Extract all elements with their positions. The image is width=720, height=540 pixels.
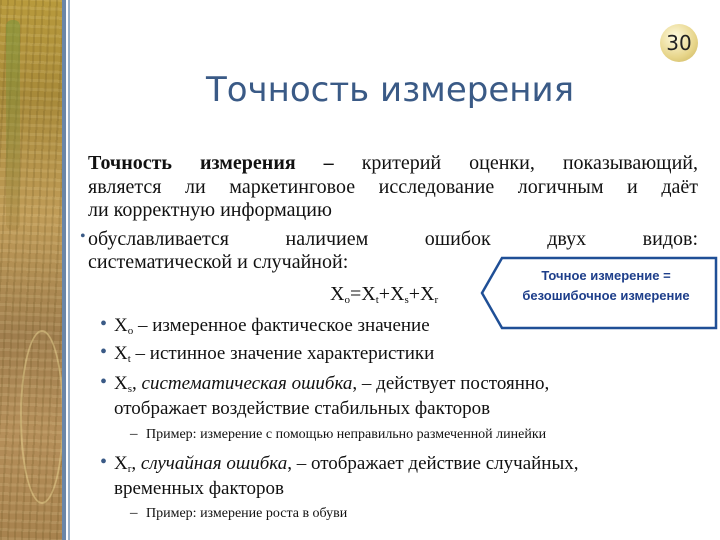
item-xo-symbol: X [114,315,128,336]
callout-text [500,266,712,306]
dash-icon: – [130,505,138,521]
item-xr-text: , – отображает действие случайных, [287,453,579,474]
intro-term: Точность измерения – [88,152,334,174]
item-xs-text: , – действует постоянно, [352,373,550,394]
divider-line-thin [68,0,70,540]
formula [330,283,438,306]
intro-line-2: является ли маркетинговое исследование логичным и даёт [88,176,698,198]
bullet-dot-icon: • [100,371,108,393]
item-xr-example: Пример: измерение роста в обуви [146,506,348,521]
formula-sub-s: s [404,294,409,306]
item-xt-symbol: X [114,343,128,364]
bullet-dot-icon: • [100,341,108,363]
intro-line-3: ли корректную информацию [88,199,332,221]
callout-line-1: Точное измерение = [541,268,671,283]
item-xs-example: Пример: измерение с помощью неправильно размеченной линейки [146,427,547,442]
bullet1-line-1: обуславливается наличием ошибок двух видов: [88,228,698,250]
item-xo-text: – измеренное фактическое значение [133,315,430,336]
item-xo [114,314,704,343]
item-xt-sub: t [127,353,131,365]
callout-line-2: безошибочное измерение [522,288,690,303]
item-xs-italic: систематическая ошибка [141,373,353,394]
intro-line-1 [88,152,698,174]
slide-title: Точность измерения [205,70,575,110]
item-xs-comma: , [132,373,142,394]
item-xs-symbol: X [114,373,128,394]
item-xs-sub: s [127,383,133,395]
item-xt [114,342,704,371]
item-xr-sub: r [127,463,132,475]
bullet-dot-icon: • [100,451,108,473]
item-xr-italic: случайная ошибка [140,453,288,474]
item-xr-line-2: временных факторов [114,478,284,499]
page-number-badge [660,24,698,62]
item-xs-line-2: отображает воздействие стабильных факторов [114,398,491,419]
formula-sub-o: o [344,294,350,306]
formula-x: X [330,283,345,305]
item-xr-comma: , [131,453,141,474]
formula-eq: = [349,283,362,305]
decorative-sidebar [0,0,62,540]
page-number: 30 [666,31,692,55]
formula-sub-t: t [375,294,379,306]
dash-icon: – [130,426,138,442]
formula-sub-r: r [434,294,439,306]
item-xt-text: – истинное значение характеристики [130,343,435,364]
bullet1-line-2: систематической и случайной: [88,251,349,273]
intro-text-1: критерий оценки, показывающий, [361,152,698,174]
bullet-dot-icon: • [80,228,86,245]
formula-x: X [390,283,405,305]
formula-plus: + [408,283,421,305]
formula-x: X [420,283,435,305]
formula-x: X [361,283,376,305]
item-xr-symbol: X [114,453,128,474]
formula-plus: + [378,283,391,305]
item-xo-sub: o [127,325,134,337]
bullet-dot-icon: • [100,313,108,335]
divider-line [62,0,66,540]
